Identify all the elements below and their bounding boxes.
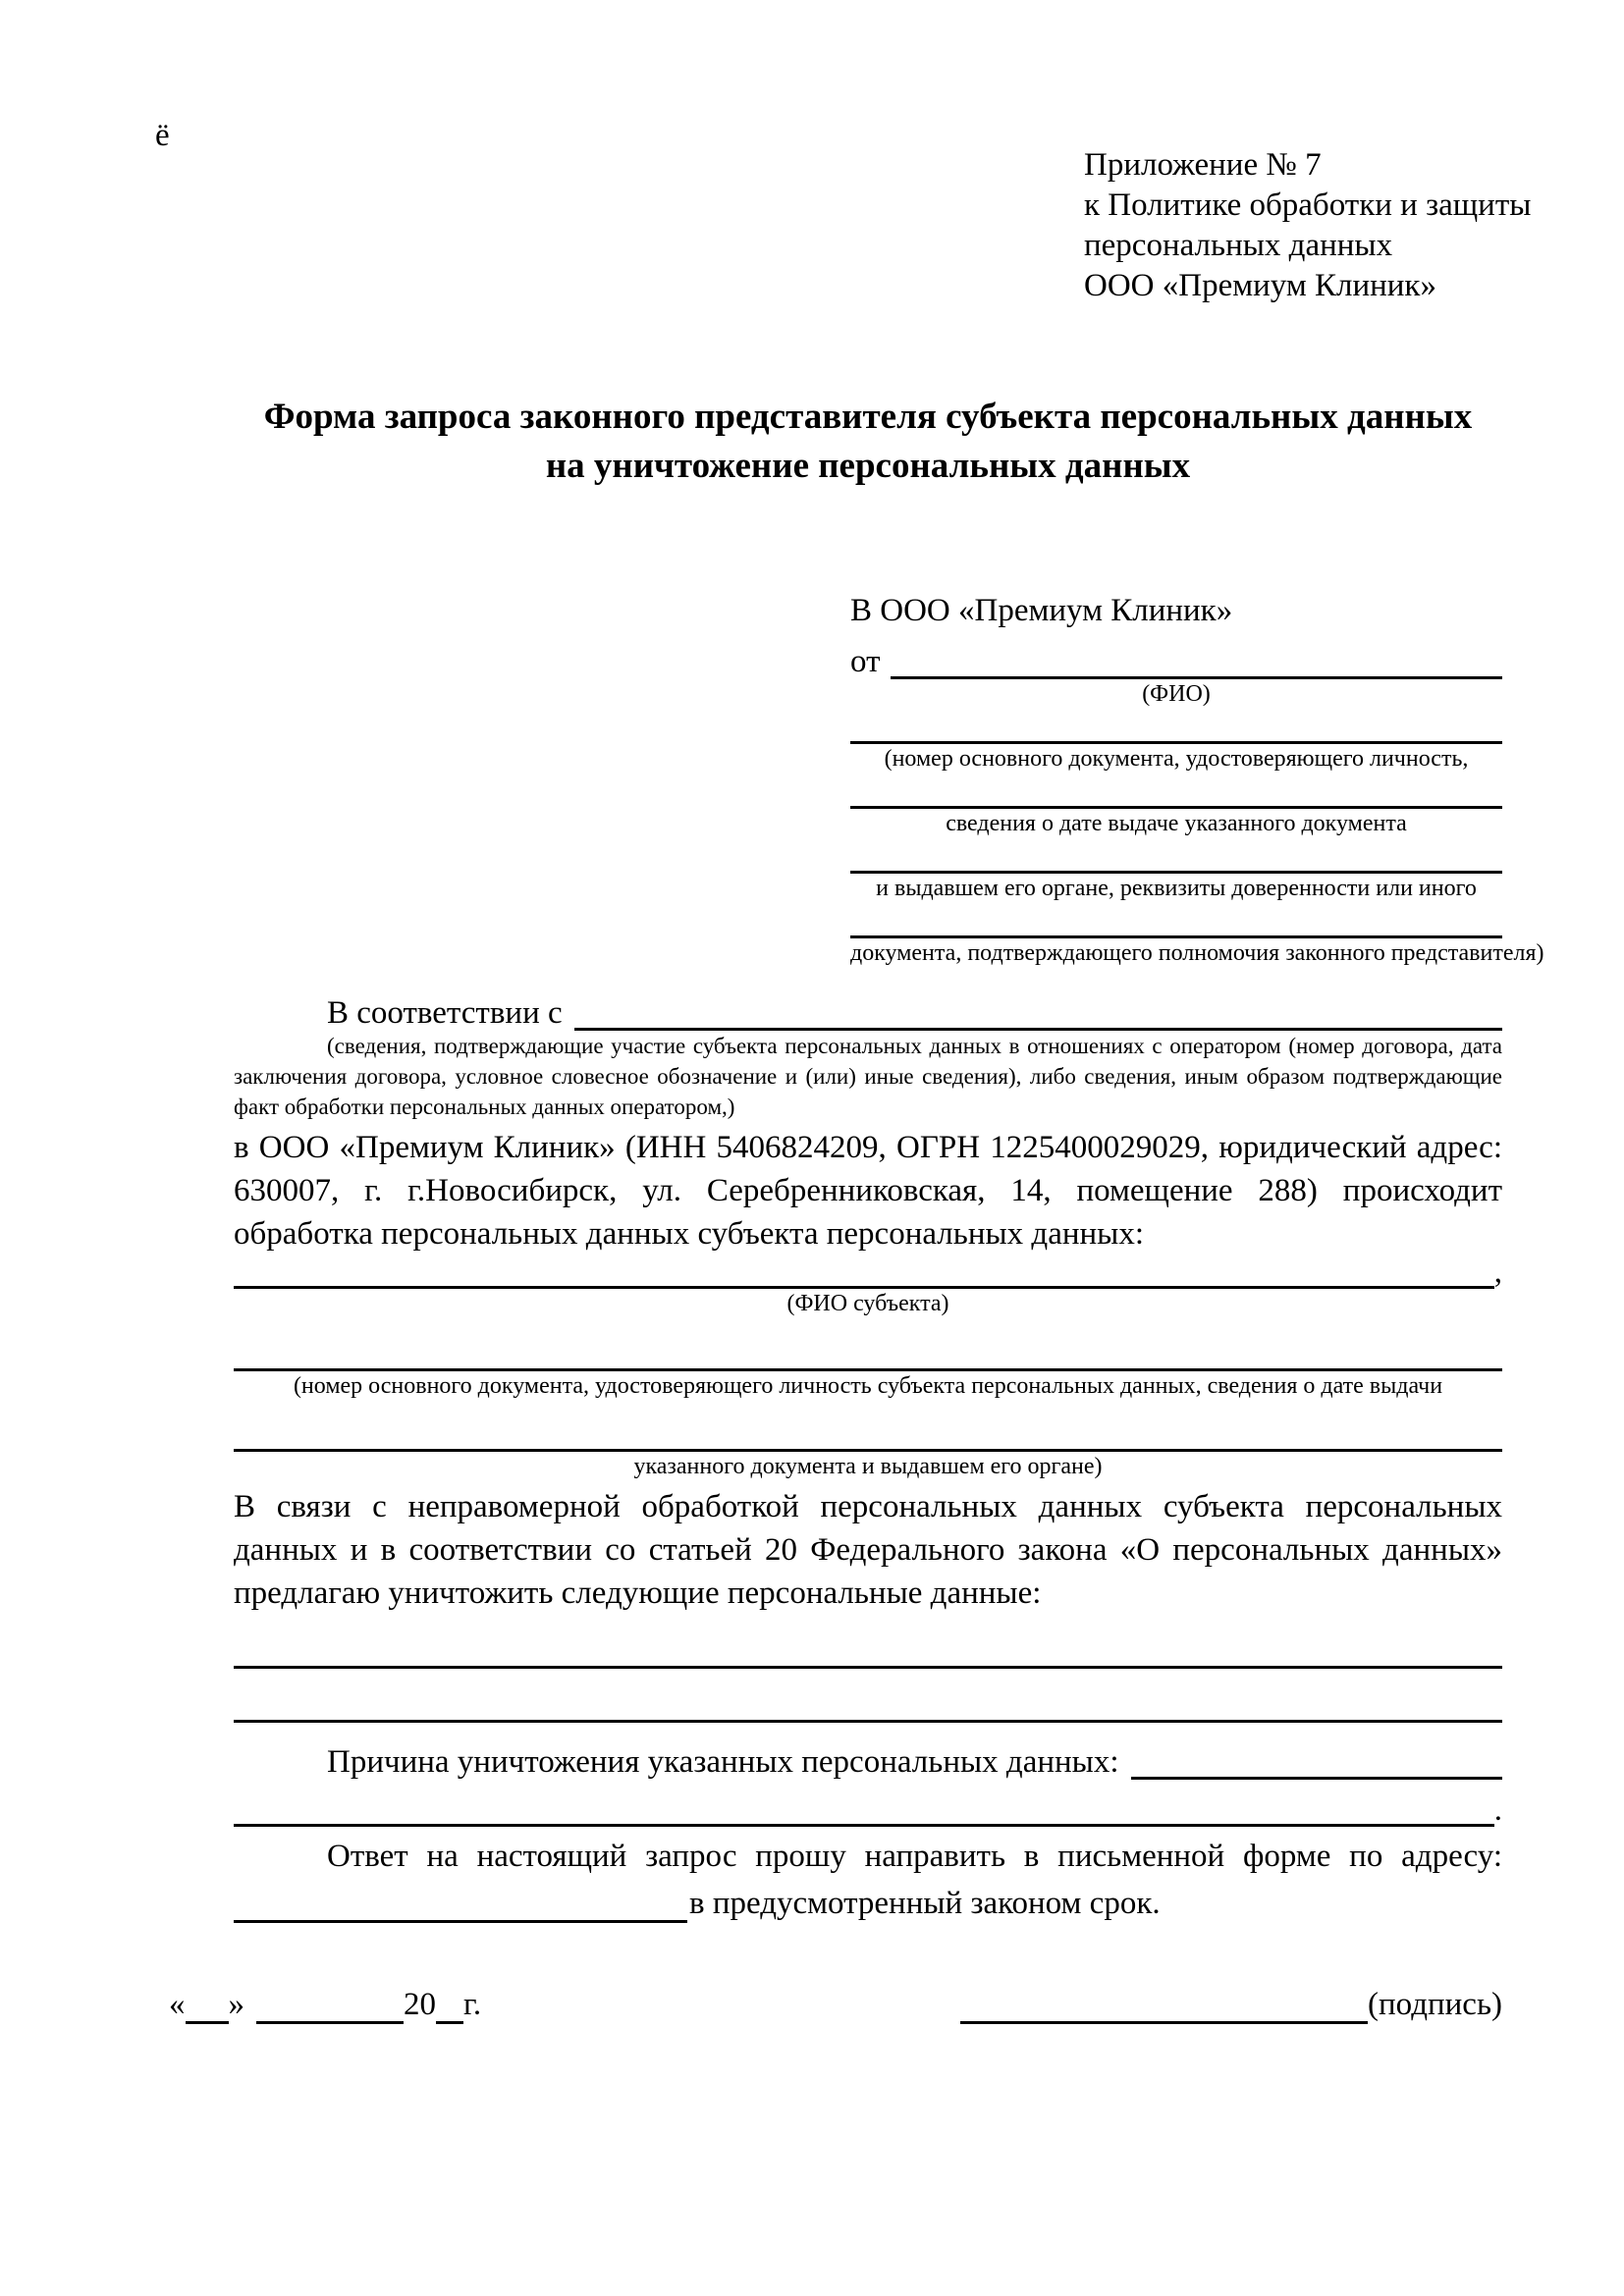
trailing-comma: , — [1493, 1255, 1502, 1290]
trailing-period: . — [1493, 1792, 1502, 1828]
close-quote: » — [228, 1987, 244, 2022]
according-label: В соответствии с — [327, 995, 563, 1031]
blank-line — [850, 838, 1502, 874]
subject-doc-blank-line — [234, 1332, 1502, 1371]
signature-blank-line — [960, 1982, 1368, 2024]
year-suffix: г. — [463, 1987, 482, 2022]
according-row — [234, 984, 1502, 1031]
line-caption: и выдавшем его органе, реквизиты доверенности или иного — [876, 876, 1477, 901]
reply-address-row — [234, 1878, 1502, 1923]
reason-blank-line — [234, 1824, 1494, 1827]
according-note: (сведения, подтверждающие участие субъекта персональных данных в отношениях с оператором (номер договора, дата заключения договора, условное словесное обозначение и (или) иные сведения), либо сведения, иным образом подтверждающие факт обработки персональных данных оператором,) — [234, 1034, 1502, 1119]
date-field — [169, 1982, 481, 2024]
reply-paragraph: Ответ на настоящий запрос прошу направить в письменной форме по адресу: — [327, 1839, 1502, 1874]
subject-doc-caption: (номер основного документа, удостоверяющего личность субъекта персональных данных, сведения о дате выдачи — [293, 1373, 1443, 1399]
reason-label: Причина уничтожения указанных персональных данных: — [327, 1744, 1119, 1780]
line-caption: сведения о дате выдаче указанного документа — [946, 811, 1407, 836]
subject-fio-caption: (ФИО субъекта) — [786, 1291, 949, 1316]
fio-caption: (ФИО) — [1142, 681, 1211, 707]
blank-line — [850, 709, 1502, 744]
empty-blank-line — [234, 1669, 1502, 1723]
reason-continuation-row — [234, 1780, 1502, 1827]
subject-doc-caption: указанного документа и выдавшем его органе) — [633, 1454, 1103, 1479]
appendix-header-line: к Политике обработки и защиты — [1084, 187, 1532, 223]
year-prefix: 20 — [404, 1987, 436, 2022]
reason-blank-line — [1131, 1777, 1502, 1780]
appendix-header-line: Приложение № 7 — [1084, 147, 1322, 183]
reply-tail: в предусмотренный законом срок. — [689, 1886, 1161, 1921]
signature-row — [169, 1982, 1502, 2024]
signature-caption: (подпись) — [1368, 1987, 1502, 2022]
date-day-blank — [186, 1982, 229, 2024]
stray-char: ё — [155, 118, 170, 153]
appendix-header-line: ООО «Премиум Клиник» — [1084, 268, 1436, 303]
operator-paragraph: в ООО «Премиум Клиник» (ИНН 5406824209, ОГРН 1225400029029, юридический адрес: 630007, г. г.Новосибирск, ул. Серебренниковская, 14, помещение 288) происходит обработка персональных данных субъекта персональных данных: — [234, 1130, 1502, 1252]
form-title — [234, 393, 1502, 491]
blank-line — [850, 903, 1502, 938]
appendix-header-line: персональных данных — [1084, 228, 1393, 263]
form-title-line1: Форма запроса законного представителя субъекта персональных данных — [263, 397, 1473, 437]
subject-fio-blank-line — [234, 1253, 1494, 1289]
subject-fio-row — [234, 1255, 1502, 1289]
document-content — [169, 0, 1544, 2024]
reason-row — [234, 1731, 1502, 1780]
reply-address-blank-line — [234, 1875, 687, 1923]
line-caption: документа, подтверждающего полномочия законного представителя) — [850, 940, 1544, 966]
signature-field — [960, 1982, 1502, 2024]
from-row — [850, 632, 1502, 679]
open-quote: « — [169, 1987, 186, 2022]
addressee-to: В ООО «Премиум Клиник» — [850, 593, 1233, 628]
empty-blank-line — [234, 1615, 1502, 1669]
form-title-line2: на уничтожение персональных данных — [545, 446, 1191, 486]
date-month-blank — [256, 1982, 404, 2024]
blank-line — [850, 774, 1502, 809]
from-label: от — [850, 644, 881, 679]
demand-paragraph: В связи с неправомерной обработкой персональных данных субъекта персональных данных и в соответствии со статьей 20 Федерального закона «О персональных данных» предлагаю уничтожить следующие персональные данные: — [234, 1489, 1502, 1611]
line-caption: (номер основного документа, удостоверяющего личность, — [884, 746, 1469, 772]
addressee-block — [850, 589, 1544, 968]
date-year-blank — [436, 1982, 463, 2024]
subject-doc-blank-line — [234, 1413, 1502, 1452]
